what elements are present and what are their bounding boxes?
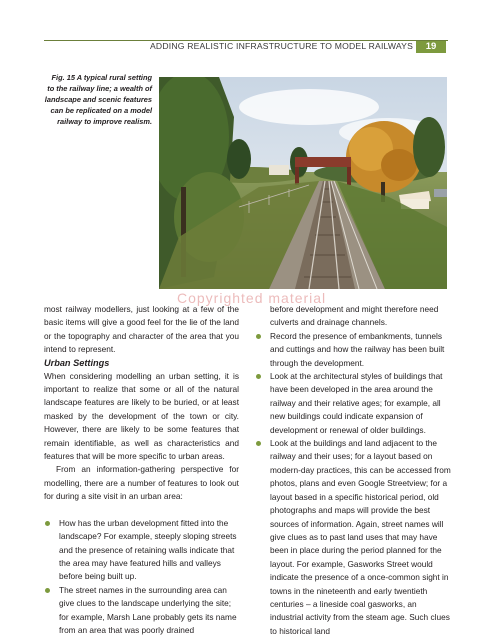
railway-photo	[159, 77, 447, 289]
bullet-icon	[256, 441, 261, 446]
bullet-list	[44, 517, 239, 638]
section-title: Urban Settings	[44, 357, 110, 368]
list-item: The street names in the surrounding area can give clues to the landscape underlying the site; for example, Marsh Lane probably gets its name from an area that was poorly drained	[44, 584, 239, 638]
list-item: Look at the buildings and land adjacent to the railway and their uses; for a layout based on modern-day practices, this can be accessed from photos, plans and even Google Streetview; for a layout based in a specific historical period, old photographs and maps will provide the best sources of information. Again, street names will give clues as to past land uses that may have been in place during the period planned for the layout. For example, Gasworks Street would indicate the presence of a once-common sight in towns in the nineteenth and early twentieth centuries – a lineside coal gasworks, an industrial activity from the steam age. Such clues to historical land	[255, 437, 451, 638]
figure-caption: Fig. 15 A typical rural setting to the railway line; a wealth of landscape and scenic features can be replicated on a model railway to improve realism.	[44, 73, 152, 126]
running-head: ADDING REALISTIC INFRASTRUCTURE TO MODEL RAILWAYS	[150, 41, 414, 51]
list-item: Look at the architectural styles of buildings that have been developed in the area around the railway and their relative ages; for example, all new buildings could indicate expansion of development or renewal of older buildings.	[255, 370, 451, 437]
body-paragraph: When considering modelling an urban setting, it is important to realize that some or all of the natural landscape features are likely to be buried, or at least masked by the development of the town or city. However, there are likely to be some features that remain identifiable, as well as characteristics and features that will be more specific to urban areas.	[44, 370, 239, 462]
bullet-list	[255, 330, 451, 638]
body-paragraph: From an information-gathering perspective for modelling, there are a number of features to look out for during a site visit in an urban area:	[44, 464, 239, 502]
right-column	[255, 303, 451, 638]
left-column	[44, 303, 239, 637]
list-item: How has the urban development fitted into the landscape? For example, steeply sloping streets and the presence of retaining walls indicate that the area may have featured hills and valleys before being built up.	[44, 517, 239, 584]
bullet-icon	[45, 588, 50, 593]
watermark: Copyrighted material	[177, 290, 327, 306]
intro-paragraph: most railway modellers, just looking at a few of the basic items will give a good feel for the lie of the land or the topography and character of the area that you intend to represent.	[44, 304, 239, 355]
bullet-icon	[256, 334, 261, 339]
page-number: 19	[416, 41, 446, 53]
bullet-icon	[45, 521, 50, 526]
continuation-text: before development and might therefore need culverts and drainage channels.	[270, 304, 439, 328]
bullet-icon	[256, 374, 261, 379]
list-item: Record the presence of embankments, tunnels and cuttings and how the railway has been built through the development.	[255, 330, 451, 370]
